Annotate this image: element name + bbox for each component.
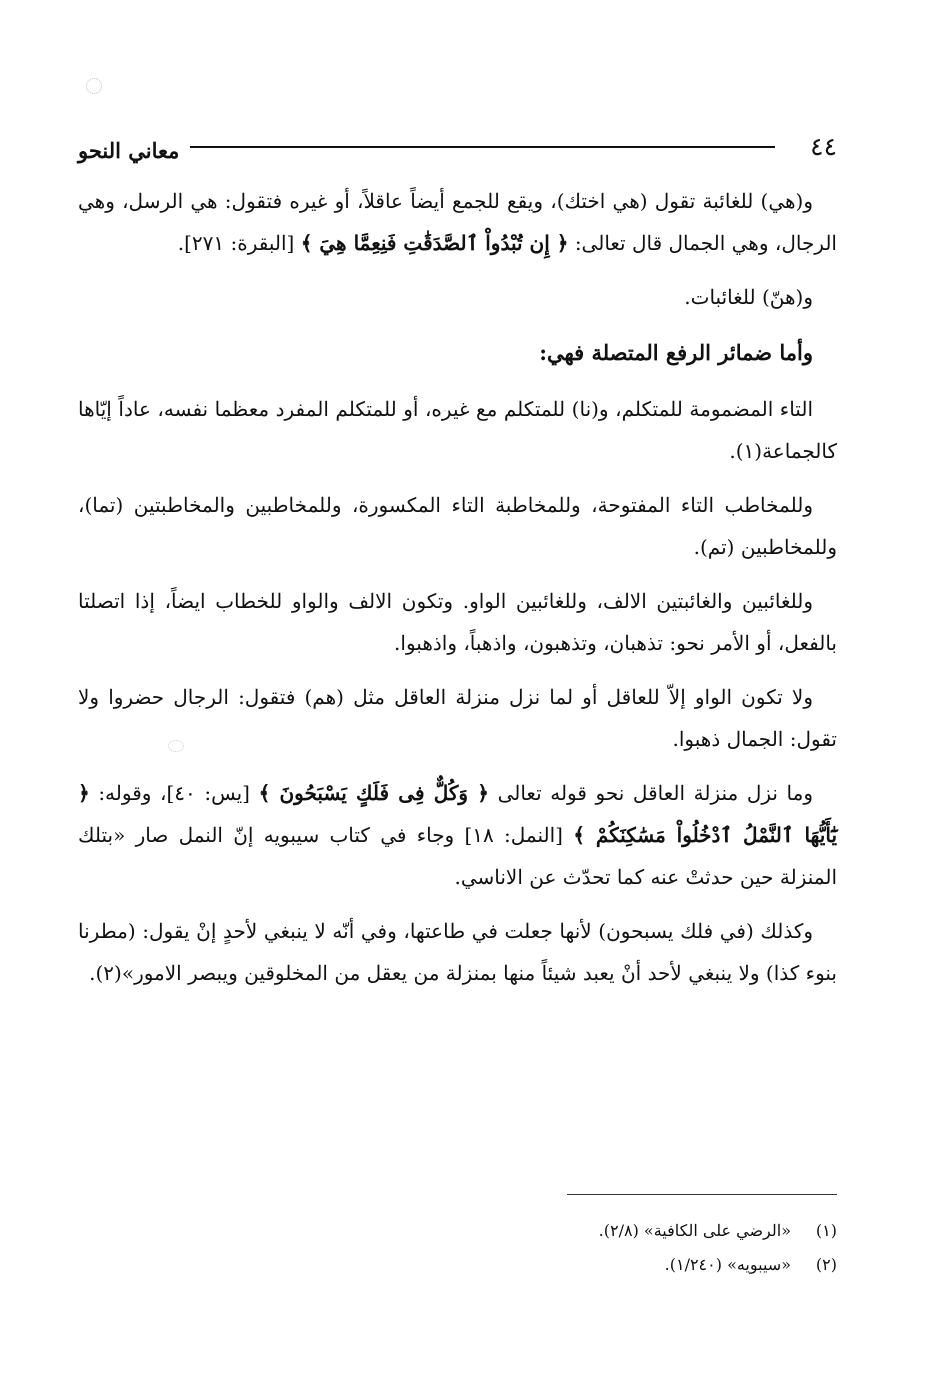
paragraph [78, 910, 837, 994]
text-line: المخلوقين ويبصر الامور»(٢). [89, 961, 328, 985]
text-line: يقول: (مطرنا بنوء كذا) ولا ينبغي لأحد أنْ يعبد شيئاً منها بمنزلة من يعقل من [78, 919, 837, 985]
paragraph [78, 388, 837, 472]
footnote-text: «الرضي على الكافية» (٢/٨). [598, 1221, 791, 1240]
quran-verse: ﴿ إِن تُبْدُواْ ٱلصَّدَقَٰتِ فَنِعِمَّا هِيَ ﴾ [300, 231, 569, 255]
section-heading: وأما ضمائر الرفع المتصلة فهي: [539, 340, 813, 365]
text-line: الرسل، وهي الرجال، وهي الجمال قال تعالى: [78, 189, 837, 255]
text-line: وما نزل منزلة العاقل نحو قوله تعالى [497, 781, 814, 805]
page-number: ٤٤ [810, 132, 837, 161]
text-line: وللغائبين والغائبتين الالف، وللغائبين الواو. وتكون الالف والواو للخطاب ايضاً، [164, 589, 814, 613]
running-title: معاني النحو [78, 138, 180, 163]
footnote [78, 1214, 837, 1248]
footnotes [78, 1214, 837, 1282]
footnote-number: (٢) [815, 1255, 837, 1274]
text-line: عاداً إيّاها كالجماعة(١). [78, 397, 837, 463]
text-line: وللمخاطب التاء المفتوحة، وللمخاطبة التاء المكسورة، وللمخاطبين والمخاطبتين [133, 493, 813, 517]
paragraph: و(هنّ) للغائبات. [684, 285, 813, 309]
footnote-rule [567, 1194, 837, 1195]
paragraph [78, 180, 837, 264]
text-line: التاء المضمومة للمتكلم، و(نا) للمتكلم مع غيره، أو للمتكلم المفرد معظما نفسه، [157, 397, 813, 421]
text-line: (تما)، وللمخاطبين (تم). [78, 493, 837, 559]
paragraph [78, 484, 837, 568]
verse-citation: [يس: ٤٠]، وقوله: [98, 781, 250, 805]
paragraph [78, 772, 837, 898]
text-line: ولا تكون الواو إلاّ للعاقل أو لما نزل منزلة العاقل مثل (هم) فتقول: الرجال حضروا [108, 685, 814, 709]
paragraph [78, 676, 837, 760]
verse-citation: [البقرة: ٢٧١]. [177, 231, 295, 255]
footnote-text: «سيبويه» (١/٢٤٠). [664, 1255, 791, 1274]
quran-verse: ﴿ يَٰٓأَيُّهَا ٱلنَّمْلُ ٱدْخُلُواْ مَسَٰكِنَكُمْ ﴾ [78, 781, 838, 847]
body-text [78, 180, 837, 1006]
text-line: إذا اتصلتا بالفعل، أو الأمر نحو: تذهبان، وتذهبون، واذهباً، واذهبوا. [78, 589, 837, 655]
text-line: ولا تقول: الجمال ذهبوا. [78, 685, 837, 751]
text-line: «بتلك المنزلة حين حدثتْ عنه كما تحدّث عن الاناسي. [78, 823, 837, 889]
quran-verse: ﴿ وَكُلٌّ فِى فَلَكٍ يَسْبَحُونَ ﴾ [258, 781, 489, 805]
footnote-number: (١) [815, 1221, 837, 1240]
page-header [78, 128, 837, 168]
paragraph [78, 580, 837, 664]
scan-speck [86, 78, 102, 94]
text-line: و(هي) للغائبة تقول (هي اختك)، ويقع للجمع أيضاً عاقلاً، أو غيره فتقول: هي [190, 189, 814, 213]
footnote [78, 1248, 837, 1282]
text-line: وكذلك (في فلك يسبحون) لأنها جعلت في طاعتها، وفي أنّه لا ينبغي لأحدٍ إنْ [196, 919, 813, 943]
text-line: [النمل: ١٨] وجاء في كتاب سيبويه إنّ النمل صار [135, 823, 563, 847]
header-rule [190, 146, 775, 148]
